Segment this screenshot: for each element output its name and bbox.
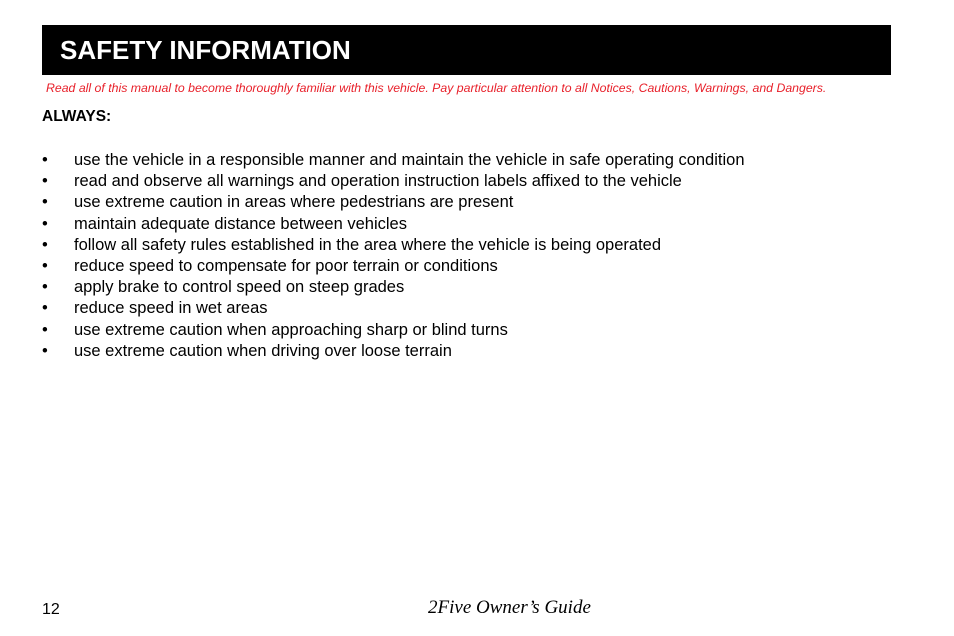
bullet-icon: • bbox=[42, 172, 48, 191]
bullet-icon: • bbox=[42, 341, 48, 360]
bullet-icon: • bbox=[42, 256, 48, 275]
bullet-icon: • bbox=[42, 151, 48, 169]
list-item-text: read and observe all warnings and operation instruction labels affixed to the vehicle bbox=[74, 172, 682, 191]
section-header-bar bbox=[42, 25, 891, 75]
page-title: SAFETY INFORMATION bbox=[60, 35, 351, 65]
always-heading: ALWAYS: bbox=[42, 108, 112, 125]
bullet-icon: • bbox=[42, 299, 48, 318]
list-item-text: maintain adequate distance between vehicles bbox=[74, 214, 407, 233]
page-number: 12 bbox=[42, 601, 60, 618]
bullet-icon: • bbox=[42, 214, 48, 233]
list-item-text: use extreme caution when approaching sharp or blind turns bbox=[74, 320, 508, 339]
list-item-text: use the vehicle in a responsible manner and maintain the vehicle in safe operating condition bbox=[74, 151, 745, 169]
list-item-text: apply brake to control speed on steep grades bbox=[74, 278, 405, 297]
bullet-icon: • bbox=[42, 278, 48, 297]
manual-notice: Read all of this manual to become thoroughly familiar with this vehicle. Pay particular attention to all Notices, Cautions, Warnings, and Dangers. bbox=[46, 81, 827, 95]
list-item-text: follow all safety rules established in the area where the vehicle is being operated bbox=[74, 235, 662, 254]
list-item-text: reduce speed to compensate for poor terrain or conditions bbox=[74, 256, 498, 275]
guide-title: 2Five Owner’s Guide bbox=[428, 597, 591, 618]
list-item-text: use extreme caution in areas where pedestrians are present bbox=[74, 193, 514, 212]
bullet-icon: • bbox=[42, 320, 48, 339]
list-item-text: use extreme caution when driving over loose terrain bbox=[74, 341, 452, 360]
list-item-text: reduce speed in wet areas bbox=[74, 299, 268, 318]
bullet-icon: • bbox=[42, 193, 48, 212]
bullet-icon: • bbox=[42, 235, 48, 254]
